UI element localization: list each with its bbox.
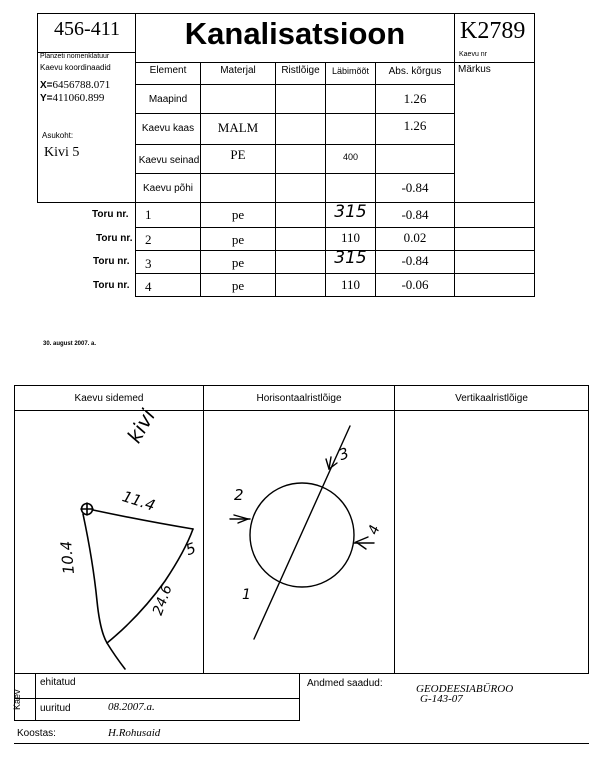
pipe-label: Toru nr. [92, 209, 129, 220]
pipe-diameter: 110 [340, 276, 361, 292]
document-date: 30. august 2007. a. [43, 341, 97, 347]
pipe-line [254, 426, 350, 639]
pipe-abs: 0.02 [403, 229, 427, 245]
well-number: K2789 [460, 18, 526, 44]
nomenclature-caption: Planzeti nomenklatuur [40, 53, 110, 60]
compiled-label: Koostas: [17, 728, 56, 739]
pipe-material: pe [231, 277, 245, 293]
hand-label-24-6: 24.6 [150, 582, 176, 618]
row-material: MALM [217, 120, 259, 135]
data-from-value-1: GEODEESIABÜROO [416, 683, 514, 695]
coord-y-value: 411060.899 [52, 92, 105, 104]
pipe-arrow-3-icon [326, 459, 337, 469]
well-circle [250, 483, 354, 587]
pipe-label: Toru nr. [93, 256, 130, 267]
pipe-abs: -0.84 [401, 207, 429, 222]
nomenclature: 456-411 [54, 18, 120, 40]
hand-label-kivi: kivi [122, 405, 161, 447]
pipe-label-2: 2 [234, 486, 244, 504]
col-diameter: Läbimõõt [331, 66, 370, 76]
pipe-number: 1 [145, 207, 152, 222]
pipe-abs: -0.84 [401, 252, 429, 268]
pipe-label-4: 4 [365, 523, 384, 537]
row-diameter: 400 [342, 152, 359, 162]
location-label: Asukoht: [42, 131, 74, 140]
data-from-value-2: G-143-07 [420, 693, 463, 705]
row-element: Maapind [148, 93, 188, 105]
pipe-number: 3 [145, 256, 152, 271]
col-remarks: Märkus [458, 64, 491, 75]
tie-line-top [93, 510, 193, 529]
pipe-material: pe [231, 254, 245, 270]
hand-label-10-4: 10.4 [57, 540, 78, 575]
pipe-number: 2 [145, 232, 152, 247]
pipe-diameter: 315 [334, 202, 367, 222]
footer-side-label: Kaev [12, 689, 22, 710]
data-from-label: Andmed saadud: [307, 678, 383, 689]
coord-y [40, 92, 104, 104]
row-material: PE [230, 147, 246, 162]
sketch-col-horizontal: Horisontaalristlõige [256, 392, 342, 404]
pipe-number: 4 [145, 279, 152, 294]
compiled-underline [14, 743, 589, 744]
surveyed-label: uuritud [40, 703, 71, 714]
tie-line-diagonal [107, 529, 193, 643]
row-abs: 1.26 [403, 91, 427, 106]
surveyed-value: 08.2007.a. [108, 701, 155, 713]
col-cross-section: Ristlõige [281, 64, 320, 76]
pipe-label: Toru nr. [96, 233, 133, 244]
pipe-label-1: 1 [242, 587, 251, 603]
page-title: Kanalisatsioon [184, 16, 406, 51]
row-element: Kaevu põhi [142, 182, 194, 194]
horizontal-section-sketch [204, 411, 394, 673]
col-abs-height: Abs. kõrgus [388, 65, 442, 77]
well-number-caption: Kaevu nr [459, 51, 488, 58]
built-label: ehitatud [40, 677, 76, 688]
coord-x-value: 6456788.071 [52, 79, 111, 91]
sketch-col-vertical: Vertikaalristlõige [455, 392, 528, 404]
coords-caption: Kaevu koordinaadid [40, 63, 111, 72]
row-abs: 1.26 [403, 118, 427, 133]
pipe-diameter: 110 [340, 229, 361, 245]
coord-x [40, 79, 110, 91]
pipe-abs: -0.06 [401, 276, 429, 292]
hand-label-5: 5 [183, 538, 199, 560]
location-value: Kivi 5 [44, 145, 80, 160]
pipe-material: pe [231, 207, 245, 222]
row-abs: -0.84 [401, 180, 429, 195]
coord-y-label: Y= [40, 93, 53, 104]
compiled-value: H.Rohusaid [108, 727, 161, 739]
tie-line-left [83, 514, 125, 669]
coord-x-label: X= [40, 80, 53, 91]
pipe-diameter: 315 [334, 247, 367, 268]
pipe-label-3: 3 [336, 443, 352, 465]
pipe-label: Toru nr. [93, 280, 130, 291]
hand-label-11-4: 11.4 [120, 487, 158, 515]
row-element: Kaevu kaas [141, 122, 195, 134]
sketch-col-ties: Kaevu sidemed [74, 392, 144, 404]
col-element: Element [149, 64, 187, 76]
ties-sketch [15, 411, 203, 673]
row-element: Kaevu seinad [138, 154, 200, 166]
pipe-material: pe [231, 231, 245, 247]
col-material: Materjal [220, 64, 256, 76]
